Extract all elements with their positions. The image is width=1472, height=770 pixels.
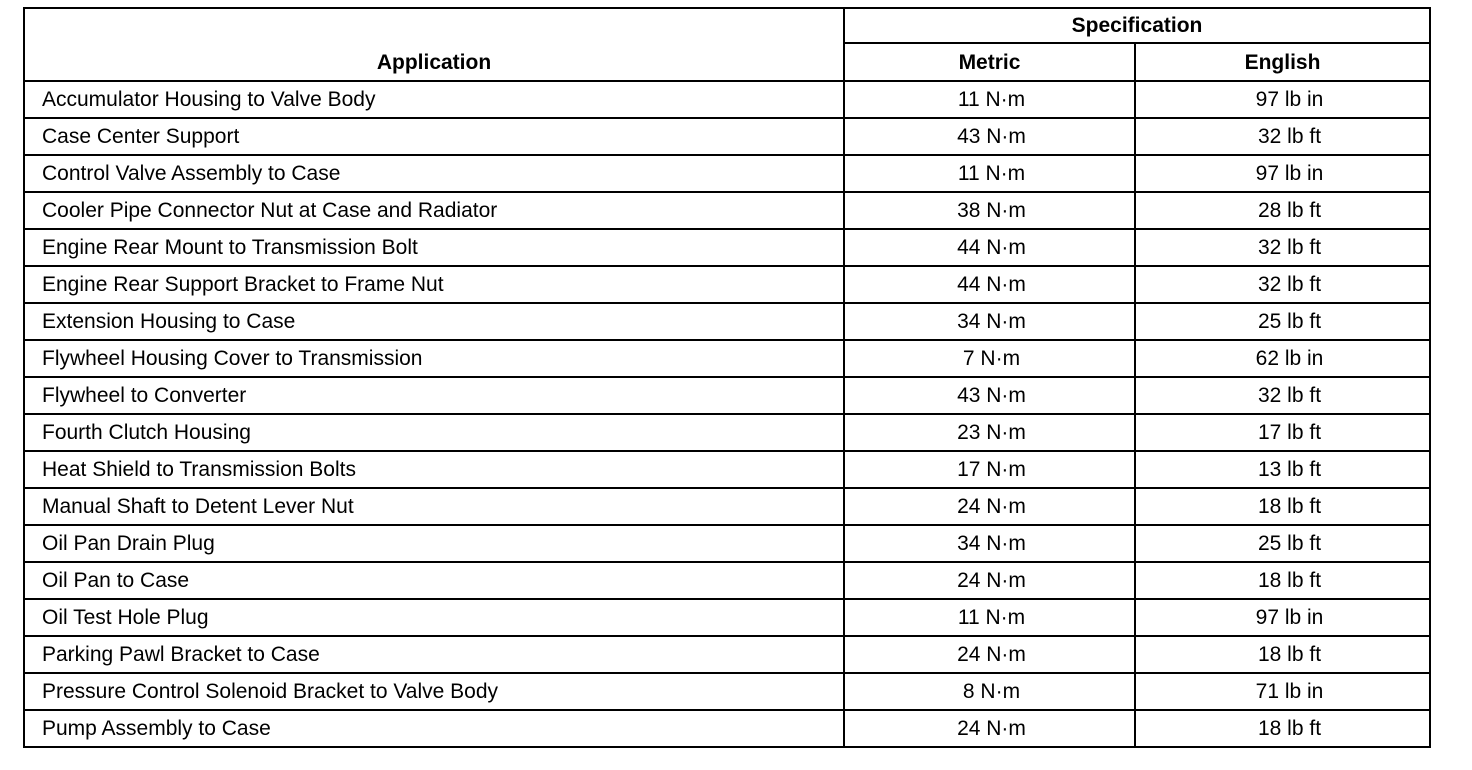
metric-value-cell: 24 N·m	[844, 710, 1135, 747]
application-cell: Control Valve Assembly to Case	[24, 155, 844, 192]
metric-value-cell: 24 N·m	[844, 488, 1135, 525]
metric-value-cell: 44 N·m	[844, 229, 1135, 266]
english-value-cell: 18 lb ft	[1135, 488, 1430, 525]
metric-value-cell: 43 N·m	[844, 377, 1135, 414]
application-cell: Oil Pan Drain Plug	[24, 525, 844, 562]
metric-value-cell: 11 N·m	[844, 155, 1135, 192]
english-value-cell: 32 lb ft	[1135, 377, 1430, 414]
table-row	[24, 229, 1430, 266]
table-row	[24, 414, 1430, 451]
table-row	[24, 562, 1430, 599]
metric-value-cell: 17 N·m	[844, 451, 1135, 488]
english-value-cell: 13 lb ft	[1135, 451, 1430, 488]
english-value-cell: 32 lb ft	[1135, 229, 1430, 266]
table-row	[24, 118, 1430, 155]
english-value-cell: 32 lb ft	[1135, 118, 1430, 155]
table-row	[24, 451, 1430, 488]
english-value-cell: 71 lb in	[1135, 673, 1430, 710]
metric-value-cell: 11 N·m	[844, 599, 1135, 636]
application-cell: Pressure Control Solenoid Bracket to Valve Body	[24, 673, 844, 710]
application-cell: Pump Assembly to Case	[24, 710, 844, 747]
table-row	[24, 81, 1430, 118]
application-cell: Flywheel to Converter	[24, 377, 844, 414]
english-value-cell: 18 lb ft	[1135, 710, 1430, 747]
metric-value-cell: 34 N·m	[844, 303, 1135, 340]
english-value-cell: 25 lb ft	[1135, 303, 1430, 340]
table-row	[24, 710, 1430, 747]
metric-value-cell: 24 N·m	[844, 562, 1135, 599]
english-value-cell: 28 lb ft	[1135, 192, 1430, 229]
english-value-cell: 97 lb in	[1135, 81, 1430, 118]
metric-value-cell: 43 N·m	[844, 118, 1135, 155]
table-row	[24, 377, 1430, 414]
table-row	[24, 599, 1430, 636]
table-row	[24, 266, 1430, 303]
metric-value-cell: 11 N·m	[844, 81, 1135, 118]
application-cell: Manual Shaft to Detent Lever Nut	[24, 488, 844, 525]
table-row	[24, 155, 1430, 192]
application-cell: Cooler Pipe Connector Nut at Case and Radiator	[24, 192, 844, 229]
table-row	[24, 636, 1430, 673]
english-value-cell: 18 lb ft	[1135, 636, 1430, 673]
english-value-cell: 32 lb ft	[1135, 266, 1430, 303]
metric-value-cell: 7 N·m	[844, 340, 1135, 377]
table-row	[24, 340, 1430, 377]
metric-value-cell: 24 N·m	[844, 636, 1135, 673]
metric-value-cell: 38 N·m	[844, 192, 1135, 229]
metric-value-cell: 34 N·m	[844, 525, 1135, 562]
table-body	[24, 81, 1430, 747]
table-row	[24, 303, 1430, 340]
specification-header: Specification	[844, 8, 1430, 43]
header-row-top	[24, 8, 1430, 43]
english-value-cell: 25 lb ft	[1135, 525, 1430, 562]
english-value-cell: 18 lb ft	[1135, 562, 1430, 599]
application-cell: Flywheel Housing Cover to Transmission	[24, 340, 844, 377]
english-value-cell: 17 lb ft	[1135, 414, 1430, 451]
table-row	[24, 192, 1430, 229]
application-cell: Heat Shield to Transmission Bolts	[24, 451, 844, 488]
metric-value-cell: 8 N·m	[844, 673, 1135, 710]
application-cell: Parking Pawl Bracket to Case	[24, 636, 844, 673]
english-header: English	[1135, 43, 1430, 81]
english-value-cell: 97 lb in	[1135, 155, 1430, 192]
table-row	[24, 488, 1430, 525]
fastener-spec-table	[23, 7, 1431, 748]
table-row	[24, 525, 1430, 562]
metric-value-cell: 23 N·m	[844, 414, 1135, 451]
metric-value-cell: 44 N·m	[844, 266, 1135, 303]
application-cell: Engine Rear Mount to Transmission Bolt	[24, 229, 844, 266]
application-cell: Accumulator Housing to Valve Body	[24, 81, 844, 118]
application-cell: Oil Pan to Case	[24, 562, 844, 599]
application-header: Application	[24, 8, 844, 81]
table-header	[24, 8, 1430, 81]
application-cell: Engine Rear Support Bracket to Frame Nut	[24, 266, 844, 303]
application-cell: Extension Housing to Case	[24, 303, 844, 340]
application-cell: Oil Test Hole Plug	[24, 599, 844, 636]
application-cell: Fourth Clutch Housing	[24, 414, 844, 451]
application-cell: Case Center Support	[24, 118, 844, 155]
english-value-cell: 97 lb in	[1135, 599, 1430, 636]
metric-header: Metric	[844, 43, 1135, 81]
english-value-cell: 62 lb in	[1135, 340, 1430, 377]
table-row	[24, 673, 1430, 710]
